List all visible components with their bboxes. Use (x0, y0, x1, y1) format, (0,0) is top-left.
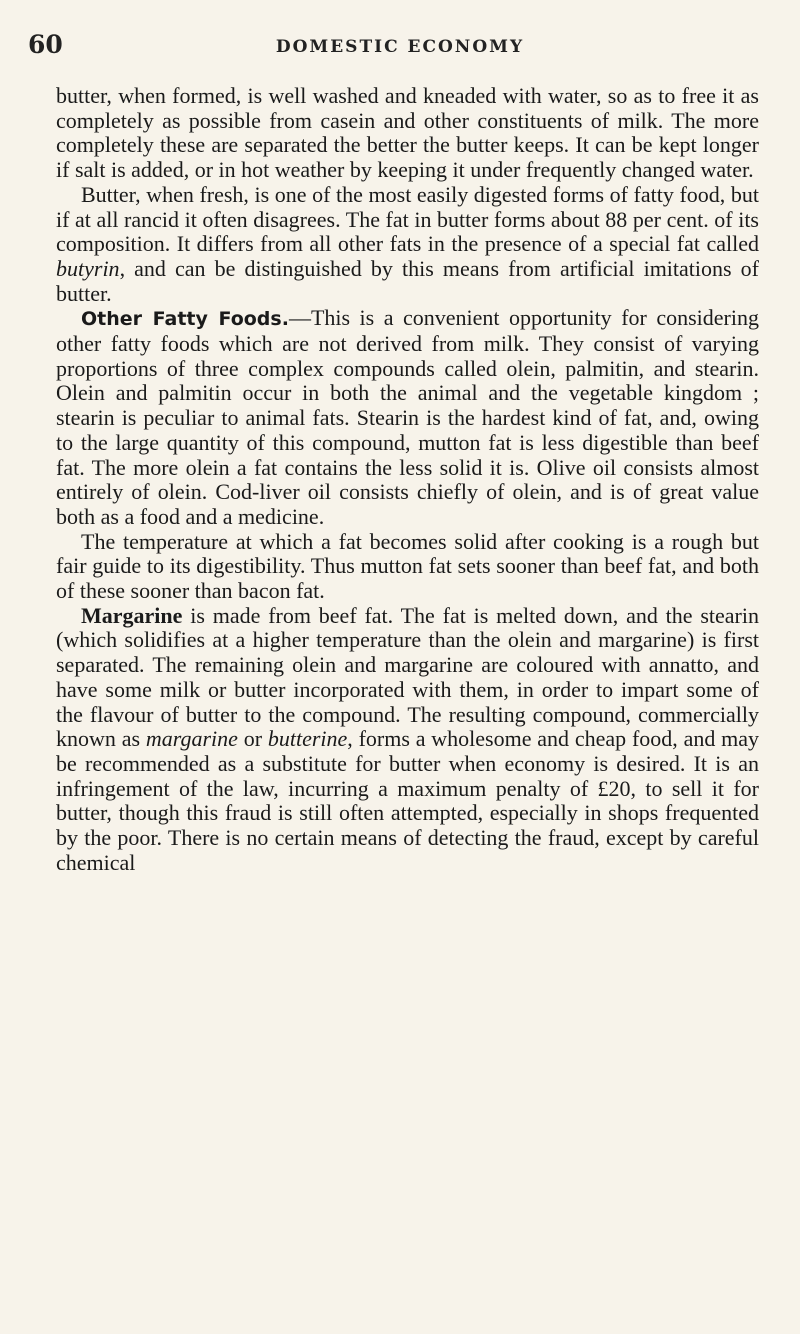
paragraph-text: is made from beef fat. The fat is melted down, and the stearin (which solidifies at a higher temperature than the olein and margarine) is first separated. The remaining olein and margarine are coloured with annatto, and have some milk or butter incorporated with them, in order to impart some of the flavour of butter to the compound. The resulting compound, commercially known as (56, 602, 759, 752)
paragraph-other-fatty-foods (56, 306, 759, 529)
paragraph-text: , forms a wholesome and cheap food, and may be recommended as a substitute for butter when economy is desired. It is an infringement of the law, incurring a maximum penalty of £20, to sell it for butter, though this fraud is still often attempted, especially in shops frequented by the poor. There is no certain means of detecting the fraud, except by careful chemical (56, 726, 760, 875)
section-heading-other-fatty-foods: Other Fatty Foods. (81, 308, 289, 331)
paragraph-text: Butter, when fresh, is one of the most easily digested forms of fatty food, but if at all rancid it often disagrees. The fat in butter forms about 88 per cent. of its composition. It differs from all other fats in the presence of a special fat called (56, 181, 759, 257)
paragraph-butter-digestion (56, 183, 759, 307)
page-number: 60 (28, 30, 63, 59)
paragraph-text: , and can be distinguished by this means from artificial imitations of butter. (56, 255, 759, 306)
page-header (0, 30, 800, 70)
paragraph-text: —This is a convenient opportunity for considering other fatty foods which are not derived from milk. They consist of varying proportions of three complex compounds called olein, palmitin, and stearin. Olein and palmitin occur in both the animal and the vegetable kingdom ; stearin is peculiar to animal fats. Stearin is the hardest kind of fat, and, owing to the large quantity of this compound, mutton fat is less digestible than beef fat. The more olein a fat contains the less solid it is. Olive oil consists almost entirely of olein. Cod-liver oil consists chiefly of olein, and is of great value both as a food and a medicine. (56, 305, 759, 529)
paragraph-butter-washing: butter, when formed, is well washed and kneaded with water, so as to free it as completely as possible from casein and other constituents of milk. The more completely these are separated the better the butter keeps. It can be kept longer if salt is added, or in hot weather by keeping it under frequently changed water. (56, 83, 759, 183)
term-butyrin: butyrin (56, 255, 120, 281)
term-margarine: margarine (145, 726, 238, 752)
running-title: DOMESTIC ECONOMY (275, 37, 525, 57)
paragraph-fat-temperature: The temperature at which a fat becomes solid after cooking is a rough but fair guide to its digestibility. Thus mutton fat sets sooner than beef fat, and both of these sooner than bacon fat. (56, 528, 759, 604)
section-heading-margarine: Margarine (81, 602, 183, 628)
term-butterine: butterine (267, 726, 348, 752)
body-text (56, 84, 759, 876)
paragraph-margarine (56, 604, 759, 876)
paragraph-text: or (237, 726, 268, 752)
